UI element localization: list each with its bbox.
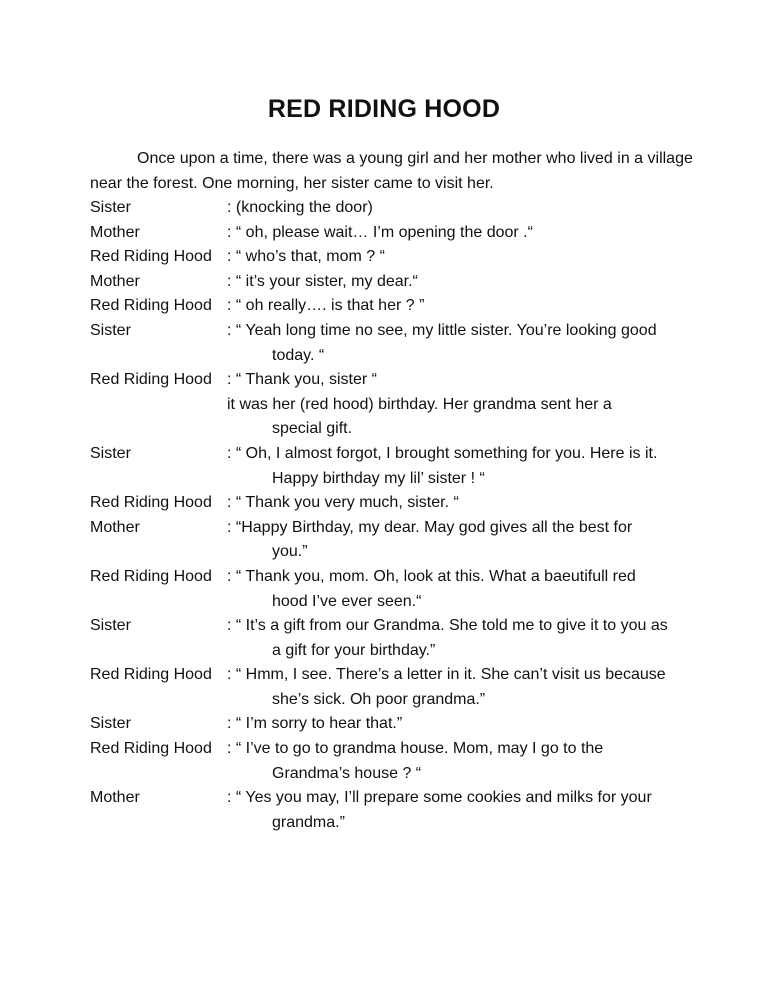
dialogue-text-line: : “ Thank you, sister “ bbox=[227, 371, 377, 389]
dialogue-text-line: : “ it’s your sister, my dear.“ bbox=[227, 272, 418, 290]
speaker-name: Sister bbox=[90, 199, 131, 216]
dialogue-line bbox=[90, 270, 690, 295]
dialogue-text-line: : “ who’s that, mom ? “ bbox=[227, 248, 385, 266]
dialogue-text bbox=[227, 221, 690, 246]
dialogue-text-line: : “Happy Birthday, my dear. May god gives all the best for bbox=[227, 518, 633, 536]
dialogue-line bbox=[90, 319, 690, 368]
speaker-name: Red Riding Hood bbox=[90, 740, 212, 758]
dialogue-text-continuation: she’s sick. Oh poor grandma.” bbox=[272, 690, 486, 708]
dialogue-text-line: : “ oh really…. is that her ? ” bbox=[227, 297, 425, 315]
dialogue-text bbox=[227, 319, 690, 368]
dialogue-text bbox=[227, 614, 690, 663]
dialogue-text bbox=[227, 245, 690, 270]
narration-line bbox=[90, 393, 690, 442]
dialogue-text bbox=[227, 663, 690, 712]
speaker-name: Sister bbox=[90, 321, 131, 339]
intro-text: Once upon a time, there was a young girl and her mother who lived in a village near the forest. One morning, her sister came to visit her. bbox=[90, 150, 693, 192]
dialogue-text bbox=[227, 516, 690, 565]
speaker-name: Sister bbox=[90, 444, 131, 462]
narration-text-line: it was her (red hood) birthday. Her grandma sent her a bbox=[227, 395, 612, 413]
dialogue-text-line: : “ I’ve to go to grandma house. Mom, may I go to the bbox=[227, 740, 604, 758]
speaker-name: Sister bbox=[90, 715, 131, 733]
dialogue-text-line: : “ Thank you very much, sister. “ bbox=[227, 494, 459, 512]
narration-text-continuation: special gift. bbox=[272, 420, 353, 438]
dialogue-text-continuation: you.” bbox=[272, 543, 308, 561]
document-title: RED RIDING HOOD bbox=[267, 95, 501, 123]
dialogue-text-continuation: today. “ bbox=[272, 346, 325, 364]
dialogue-line bbox=[90, 737, 690, 786]
speaker-name: Mother bbox=[90, 789, 140, 807]
dialogue-line bbox=[90, 196, 690, 221]
dialogue-text bbox=[227, 565, 690, 614]
narration-text bbox=[227, 393, 690, 442]
dialogue-text bbox=[227, 196, 690, 221]
dialogue-text-line: : “ It’s a gift from our Grandma. She told me to give it to you as bbox=[227, 617, 668, 635]
speaker-name: Red Riding Hood bbox=[90, 567, 212, 585]
speaker-name: Mother bbox=[90, 223, 140, 241]
dialogue-text bbox=[227, 712, 690, 737]
dialogue-text-line: : “ oh, please wait… I’m opening the door .“ bbox=[227, 223, 533, 241]
dialogue-text-continuation: hood I’ve ever seen.“ bbox=[272, 592, 422, 610]
dialogue-line bbox=[90, 712, 690, 737]
speaker-name: Red Riding Hood bbox=[90, 494, 212, 512]
intro-paragraph bbox=[90, 147, 700, 196]
dialogue-text-line: : “ I’m sorry to hear that.” bbox=[227, 715, 403, 733]
dialogue-text bbox=[227, 786, 690, 835]
dialogue-text-line: : (knocking the door) bbox=[227, 199, 373, 216]
dialogue-text-continuation: Happy birthday my lil’ sister ! “ bbox=[272, 469, 485, 487]
dialogue-line bbox=[90, 294, 690, 319]
dialogue-text-line: : “ Yes you may, I’ll prepare some cookies and milks for your bbox=[227, 789, 652, 807]
dialogue-line bbox=[90, 442, 690, 491]
dialogue-line bbox=[90, 663, 690, 712]
dialogue-text-line: : “ Yeah long time no see, my little sister. You’re looking good bbox=[227, 321, 657, 339]
dialogue-line bbox=[90, 786, 690, 835]
dialogue-text-line: : “ Thank you, mom. Oh, look at this. What a baeutifull red bbox=[227, 567, 636, 585]
dialogue-line bbox=[90, 245, 690, 270]
speaker-name: Red Riding Hood bbox=[90, 297, 212, 315]
dialogue-text bbox=[227, 442, 690, 491]
speaker-name: Sister bbox=[90, 617, 131, 635]
dialogue-text-line: : “ Oh, I almost forgot, I brought something for you. Here is it. bbox=[227, 444, 658, 462]
dialogue-text bbox=[227, 294, 690, 319]
dialogue-line bbox=[90, 368, 690, 393]
dialogue-text-line: : “ Hmm, I see. There’s a letter in it. She can’t visit us because bbox=[227, 666, 666, 684]
dialogue-text bbox=[227, 491, 690, 516]
dialogue-line bbox=[90, 221, 690, 246]
dialogue-text-continuation: Grandma’s house ? “ bbox=[272, 764, 422, 782]
dialogue-text-continuation: grandma.” bbox=[272, 813, 345, 831]
speaker-name: Red Riding Hood bbox=[90, 248, 212, 266]
dialogue-line bbox=[90, 565, 690, 614]
dialogue-text bbox=[227, 270, 690, 295]
dialogue-script bbox=[90, 196, 690, 835]
dialogue-text bbox=[227, 368, 690, 393]
dialogue-line bbox=[90, 516, 690, 565]
dialogue-line bbox=[90, 614, 690, 663]
dialogue-text-continuation: a gift for your birthday.” bbox=[272, 641, 436, 659]
speaker-name: Red Riding Hood bbox=[90, 371, 212, 389]
dialogue-text bbox=[227, 737, 690, 786]
speaker-name: Red Riding Hood bbox=[90, 666, 212, 684]
speaker-name: Mother bbox=[90, 518, 140, 536]
dialogue-line bbox=[90, 491, 690, 516]
speaker-name: Mother bbox=[90, 272, 140, 290]
